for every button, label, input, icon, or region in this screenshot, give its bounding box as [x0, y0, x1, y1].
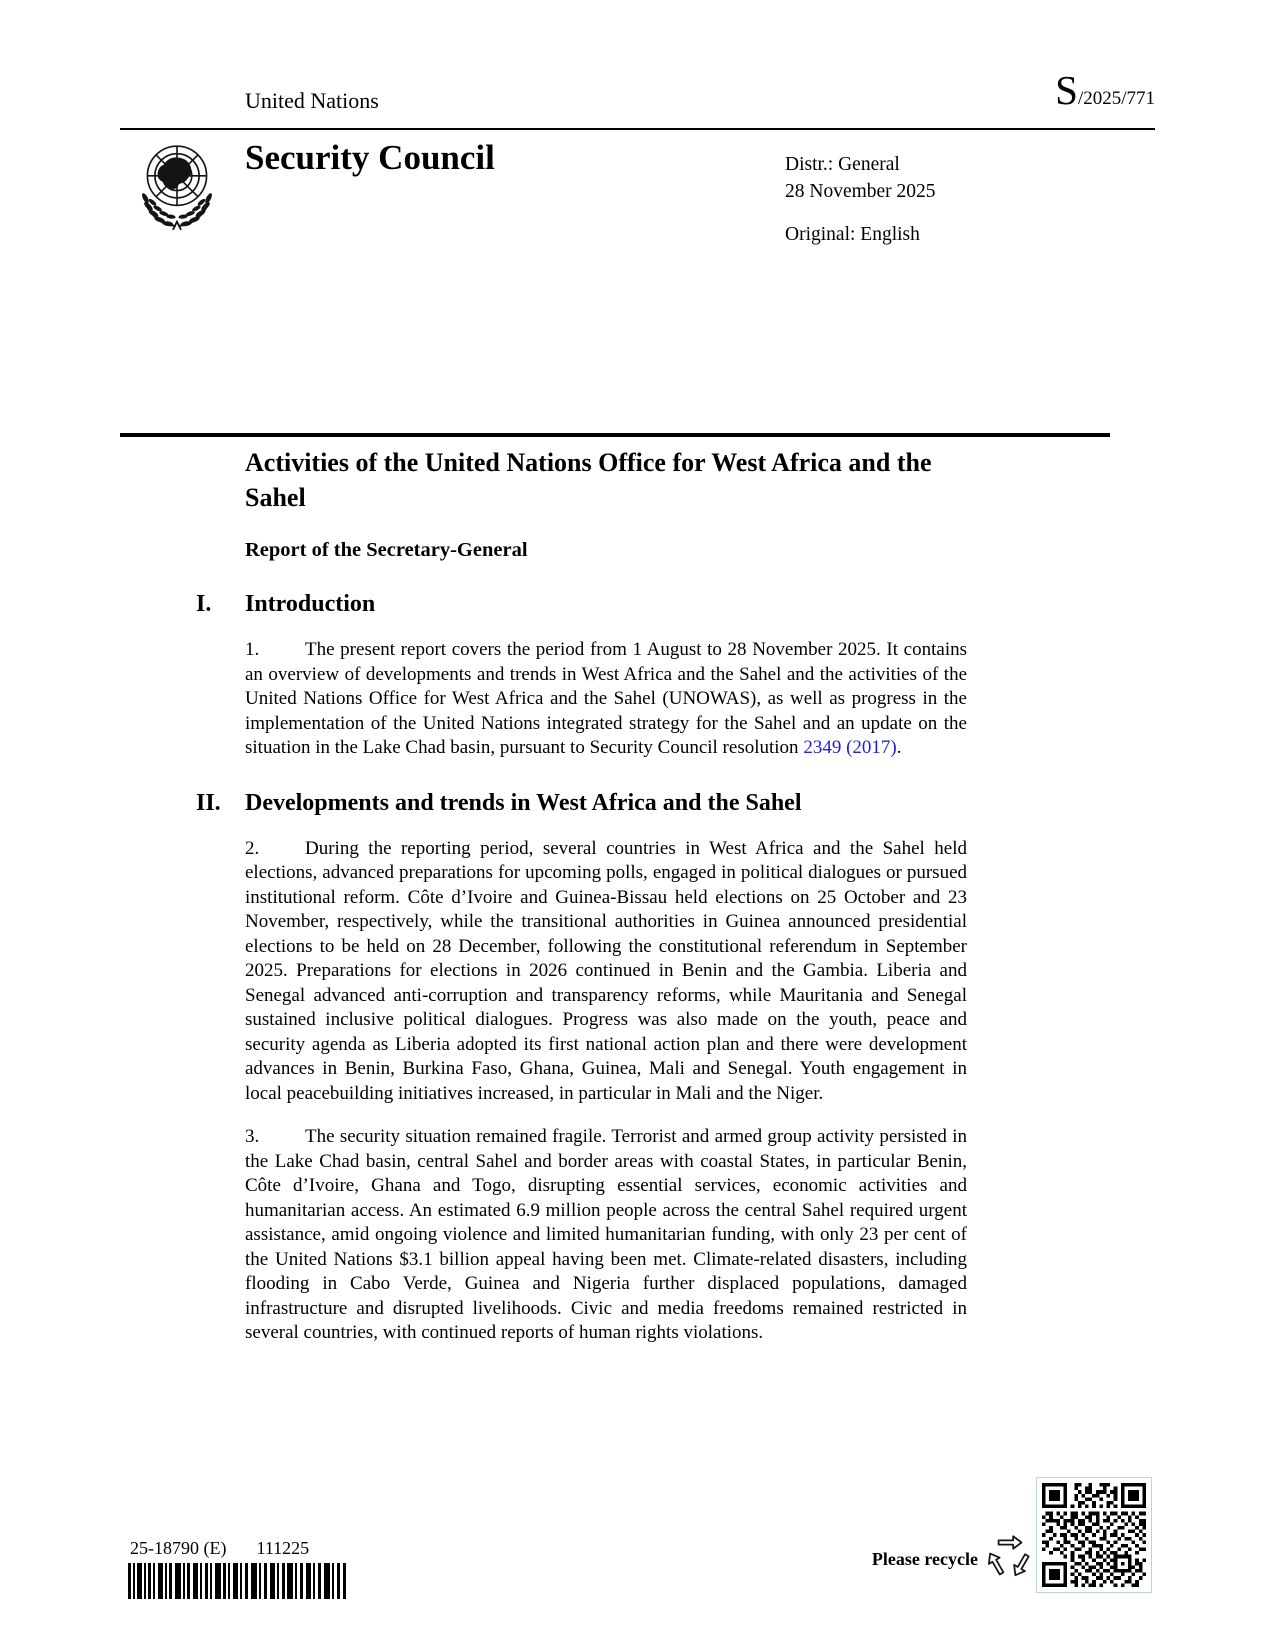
- paragraph-text-end: .: [896, 737, 902, 758]
- date-code: 111225: [256, 1538, 310, 1558]
- doc-subtitle: Report of the Secretary-General: [245, 539, 528, 561]
- paragraph-text: The security situation remained fragile. Terrorist and armed group activity persisted in the Lake Chad basin, central Sahel and border areas with coastal States, in particular Benin, Côte d’Ivoire, Ghana and Togo, disrupting essential services, economic activities and humanitarian access. An estimated 6.9 million people across the central Sahel required urgent assistance, amid ongoing violence and limited humanitarian funding, with only 23 per cent of the United Nations $3.1 billion appeal having been met. Climate-related disasters, including flooding in Cabo Verde, Guinea and Nigeria further displaced populations, damaged infrastructure and disrupted livelihoods. Civic and media freedoms remained restricted in several countries, with continued reports of human rights violations.: [245, 1126, 967, 1343]
- distribution-block: [785, 151, 936, 248]
- section-numeral: II.: [196, 789, 221, 816]
- paragraph-number: 1.: [245, 639, 260, 660]
- paragraph-3: [245, 1125, 967, 1346]
- job-number: 25-18790 (E): [130, 1538, 227, 1558]
- recycle-icon: [984, 1530, 1034, 1582]
- qr-code: [1036, 1477, 1152, 1593]
- paragraph-text: The present report covers the period from 1 August to 28 November 2025. It contains an overview of developments and trends in West Africa and the Sahel and the activities of the United Nations Office for West Africa and the Sahel (UNOWAS), as well as progress in the implementation of the United Nations integrated strategy for the Sahel and an update on the situation in the Lake Chad basin, pursuant to Security Council resolution: [245, 639, 967, 758]
- footer-job-line: [130, 1538, 309, 1559]
- doc-symbol: [1055, 67, 1155, 113]
- header-divider: [120, 128, 1155, 130]
- body-name: Security Council: [245, 138, 495, 177]
- section-numeral: I.: [196, 591, 212, 617]
- barcode: [128, 1563, 346, 1597]
- section-heading-introduction: [196, 589, 967, 619]
- doc-symbol-rest: /2025/771: [1077, 88, 1155, 109]
- paragraph-text: During the reporting period, several countries in West Africa and the Sahel held elections, advanced preparations for upcoming polls, engaged in political dialogues or pursued institutional reform. Côte d’Ivoire and Guinea-Bissau held elections on 25 October and 23 November, respectively, while the transitional authorities in Guinea announced presidential elections to be held on 28 December, following the constitutional referendum in September 2025. Preparations for elections in 2026 continued in Benin and the Gambia. Liberia and Senegal advanced anti-corruption and transparency reforms, while Mauritania and Senegal sustained inclusive political dialogues. Progress was also made on the youth, peace and security agenda as Liberia adopted its first national action plan and there were development advances in Benin, Burkina Faso, Ghana, Guinea, Mali and Senegal. Youth engagement in local peacebuilding initiatives increased, in particular in Mali and the Niger.: [245, 837, 967, 1104]
- org-name: United Nations: [245, 88, 379, 113]
- resolution-link[interactable]: 2349 (2017): [803, 737, 897, 758]
- recycle-label: Please recycle: [871, 1549, 978, 1569]
- distr-line: Distr.: General: [785, 154, 900, 175]
- paragraph-number: 3.: [245, 1126, 260, 1147]
- doc-title: Activities of the United Nations Office for West Africa and the Sahel: [245, 448, 932, 512]
- original-language-line: Original: English: [785, 224, 920, 245]
- un-emblem-icon: [126, 135, 228, 237]
- title-rule: [120, 433, 1110, 437]
- paragraph-2: [245, 837, 967, 1107]
- section-heading-label: Introduction: [245, 591, 376, 617]
- section-heading-label: Developments and trends in West Africa and the Sahel: [245, 789, 802, 816]
- document-body: [196, 445, 967, 1346]
- doc-symbol-prefix: S: [1055, 67, 1078, 113]
- paragraph-number: 2.: [245, 837, 260, 859]
- section-heading-developments: [196, 788, 967, 818]
- paragraph-1: [245, 638, 967, 761]
- date-line: 28 November 2025: [785, 181, 936, 202]
